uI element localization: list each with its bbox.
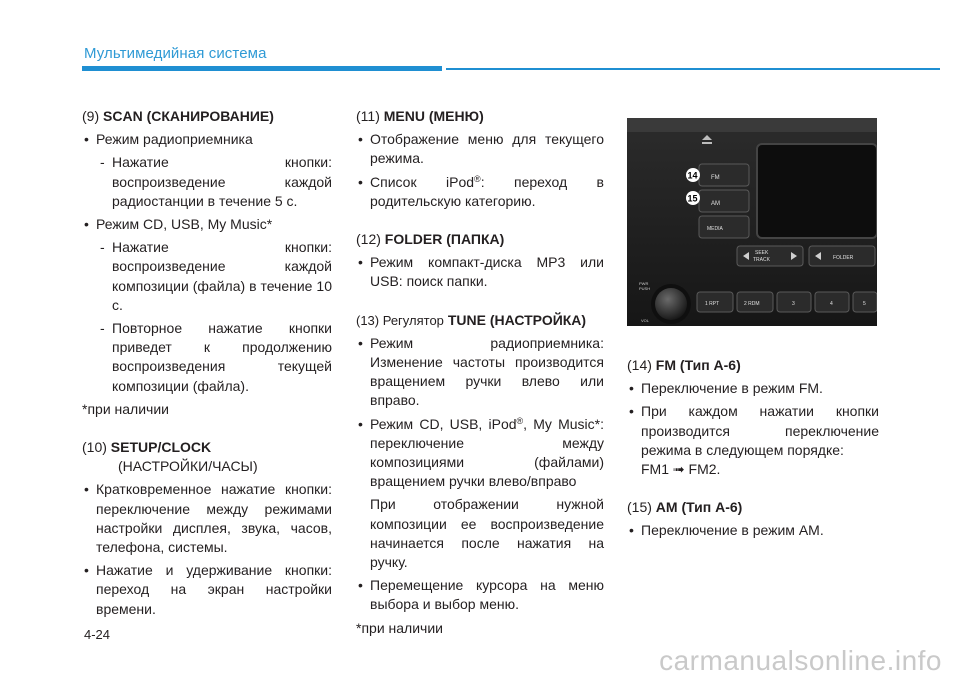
scan-dash-radio: - Нажатие кнопки: воспроизведение каждой радиостанции в течение 5 с. (82, 153, 332, 211)
folder-bullet: • Режим компакт-диска MP3 или USB: поиск папки. (356, 253, 604, 291)
scan-bullet-media: • Режим CD, USB, My Music* (82, 215, 332, 234)
svg-text:1 RPT: 1 RPT (705, 301, 720, 307)
item-title: SETUP/CLOCK (110, 439, 212, 456)
svg-text:FOLDER: FOLDER (833, 255, 854, 261)
scan-note: *при наличии (82, 400, 169, 417)
tune-continuation: При отображении нужной композиции ее воспроизведение начинается после нажатия на ручку. (370, 496, 604, 571)
fm-button[interactable] (699, 164, 749, 186)
item-number: (9) (82, 108, 100, 124)
media-button-label: MEDIA (707, 226, 723, 232)
scan-bullet-radio: • Режим радиоприемника (82, 130, 332, 149)
item-subtitle: (НАСТРОЙКИ/ЧАСЫ) (118, 458, 258, 475)
arrow-right-icon: ➟ (672, 461, 685, 478)
am-heading (627, 498, 879, 517)
am-bullet-switch: • Переключение в режим AM. (627, 521, 879, 540)
setup-bullet-long-press: • Нажатие и удерживание кнопки: переход на экран настройки времени. (82, 561, 332, 619)
item-number: (12) (356, 231, 381, 248)
page-number: 4-24 (84, 627, 111, 642)
svg-text:2 RDM: 2 RDM (744, 301, 760, 307)
am-button-label: AM (711, 201, 720, 207)
svg-text:VOL: VOL (641, 318, 650, 323)
svg-text:PUSH: PUSH (639, 286, 651, 291)
setup-heading (82, 438, 332, 476)
header-rule-thick (82, 66, 442, 71)
folder-heading (356, 230, 604, 249)
tune-heading (356, 311, 604, 330)
tune-note: *при наличии (356, 619, 443, 636)
item-number: (13) Регулятор (356, 312, 444, 328)
header-rule-thin (446, 68, 940, 70)
item-title: MENU (МЕНЮ) (383, 108, 484, 124)
item-number: (11) (356, 108, 380, 124)
item-number: (14) (627, 357, 652, 373)
item-title: SCAN (СКАНИРОВАНИЕ) (103, 108, 274, 124)
head-unit-photo (627, 118, 877, 326)
pwr-vol-knob[interactable] (655, 288, 687, 320)
fm-bullet-switch: • Переключение в режим FM. (627, 379, 879, 398)
svg-text:5: 5 (863, 301, 866, 307)
fm-heading (627, 356, 879, 375)
menu-heading (356, 107, 604, 126)
menu-bullet-display: • Отображение меню для текущего режима. (356, 130, 604, 168)
tune-bullet-cursor: • Перемещение курсора на меню выбора и выбор меню. (356, 576, 604, 614)
column-right (627, 356, 879, 541)
item-number: (10) (82, 439, 107, 456)
scan-heading (82, 107, 332, 126)
setup-bullet-short-press: • Кратковременное нажатие кнопки: переключение между режимами настройки дисплея, звука, часов, телефона, системы. (82, 480, 332, 557)
fm-bullet-sequence: • При каждом нажатии кнопки производится переключение режима в следующем порядке: FM1 ➟ FM2. (627, 402, 879, 479)
svg-text:4: 4 (830, 301, 833, 307)
svg-text:TRACK: TRACK (753, 257, 770, 263)
tune-bullet-media: • Режим CD, USB, iPod®, My Music*: переключение между композициями (файлами) вращением ручки влево/вправо (356, 415, 604, 492)
item-title: FM (Тип A-6) (655, 357, 741, 373)
svg-text:15: 15 (687, 193, 698, 204)
item-title: FOLDER (ПАПКА) (384, 231, 505, 248)
svg-text:PWR: PWR (639, 281, 649, 286)
tune-bullet-radio: • Режим радиоприемника: Изменение частоты производится вращением ручки влево или вправо. (356, 334, 604, 411)
scan-dash-media: - Нажатие кнопки: воспроизведение каждой композиции (файла) в течение 10 с. (82, 238, 332, 315)
item-title: TUNE (НАСТРОЙКА) (447, 311, 587, 328)
menu-bullet-ipod: • Список iPod®: переход в родительскую категорию. (356, 173, 604, 211)
svg-text:3: 3 (792, 301, 795, 307)
scan-dash-repeat: - Повторное нажатие кнопки приведет к продолжению воспроизведения текущей композиции (файла). (82, 319, 332, 396)
svg-text:14: 14 (687, 170, 698, 181)
watermark: carmanualsonline.info (659, 645, 942, 676)
section-title: Мультимедийная система (84, 45, 267, 62)
column-left (82, 107, 332, 619)
item-title: AM (Тип A-6) (655, 499, 743, 516)
svg-text:SEEK: SEEK (755, 250, 769, 256)
am-button[interactable] (699, 190, 749, 212)
display-screen (757, 144, 877, 238)
fm-button-label: FM (711, 175, 720, 181)
column-middle (356, 107, 604, 638)
item-number: (15) (627, 499, 652, 516)
